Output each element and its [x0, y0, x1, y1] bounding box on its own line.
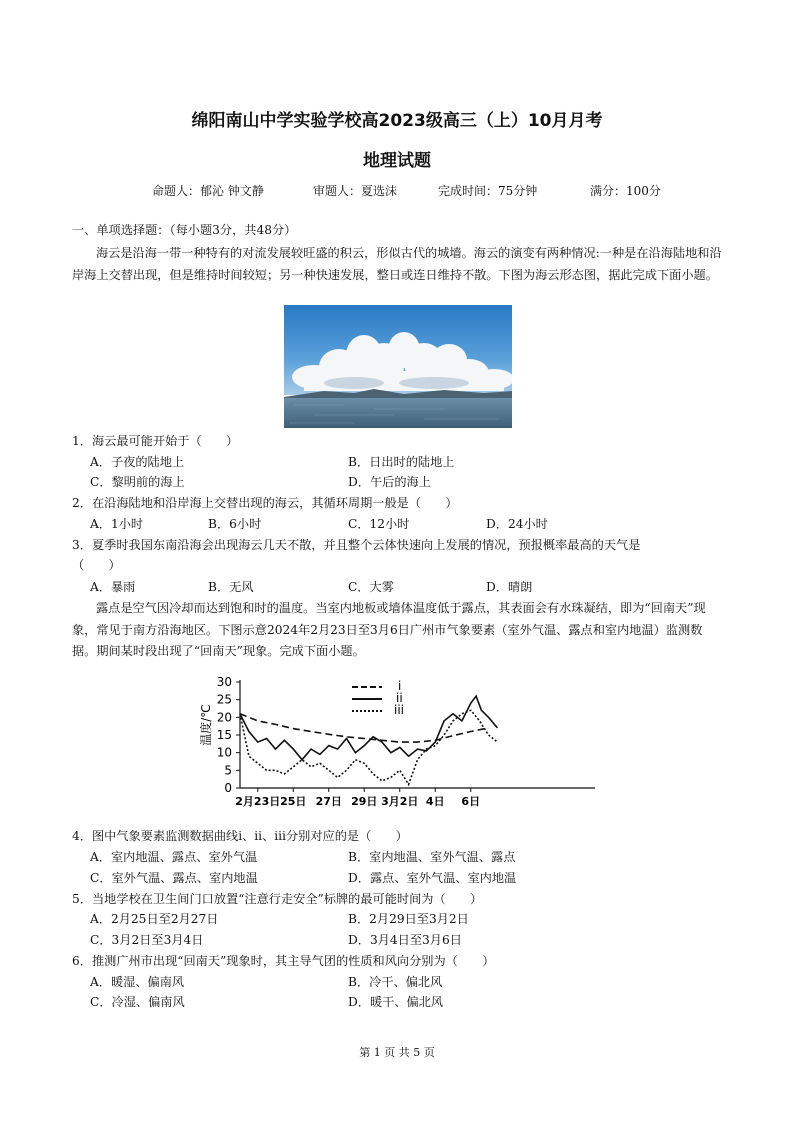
weather-chart [200, 670, 600, 824]
q3-stem: 3．夏季时我国东南沿海会出现海云几天不散，并且整个云体快速向上发展的情况，预报概率最高的天气是 [72, 538, 641, 552]
q2-stem: 2．在沿海陆地和沿岸海上交替出现的海云，其循环周期一般是（ ） [72, 496, 458, 510]
exam-title: 绵阳南山中学实验学校高2023级高三（上）10月月考 [191, 111, 603, 131]
q4-option-a[interactable]: A．室内地温、露点、室外气温 [90, 850, 258, 864]
q4-option-b[interactable]: B．室内地温、室外气温、露点 [348, 850, 516, 864]
legend-label-ii: ii [396, 691, 403, 705]
q1-option-b[interactable]: B．日出时的陆地上 [348, 455, 455, 469]
y-tick-label: 20 [216, 710, 232, 725]
x-tick-label: 27日 [315, 795, 342, 808]
exam-subject: 地理试题 [363, 151, 431, 171]
q6-option-a[interactable]: A．暖湿、偏南风 [90, 975, 185, 989]
x-tick-label: 3月2日 [381, 795, 419, 808]
y-tick-label: 30 [216, 675, 232, 689]
y-tick-label: 15 [216, 728, 232, 742]
series-line-i [240, 714, 489, 742]
q2-option-d[interactable]: D．24小时 [486, 517, 548, 531]
q1-stem: 1．海云最可能开始于（ ） [72, 434, 239, 448]
q3-option-b[interactable]: B．无风 [208, 580, 254, 594]
x-tick-label: 25日 [280, 795, 307, 808]
y-tick-label: 10 [216, 745, 232, 760]
q1-option-c[interactable]: C．黎明前的海上 [90, 475, 185, 489]
series-line-ii [240, 696, 497, 760]
section-heading: 一、单项选择题：（每小题3分，共48分） [72, 223, 297, 237]
q5-option-c[interactable]: C．3月2日至3月4日 [90, 933, 204, 947]
q3-option-c[interactable]: C．大雾 [348, 580, 394, 594]
q3-stem-bracket: （ ） [72, 558, 121, 572]
q5-option-b[interactable]: B．2月29日至3月2日 [348, 912, 469, 926]
y-tick-label: 25 [216, 692, 232, 707]
q5-stem: 5．当地学校在卫生间门口放置“注意行走安全”标牌的最可能时间为（ ） [72, 892, 483, 906]
q3-option-d[interactable]: D．晴朗 [486, 580, 533, 594]
x-tick-label: 29日 [351, 795, 378, 808]
q1-option-d[interactable]: D．午后的海上 [348, 475, 431, 489]
series-line-iii [240, 710, 497, 784]
q6-option-c[interactable]: C．冷湿、偏南风 [90, 995, 185, 1009]
x-tick-label: 4日 [425, 795, 445, 808]
q4-stem: 4．图中气象要素监测数据曲线ⅰ、ⅱ、ⅲ分别对应的是（ ） [72, 829, 408, 843]
exam-reviewer: 审题人：夏选沫 [313, 184, 398, 198]
legend-label-i: i [398, 679, 402, 693]
y-tick-label: 0 [224, 781, 232, 795]
q6-option-d[interactable]: D．暖干、偏北风 [348, 995, 444, 1009]
q2-option-c[interactable]: C．12小时 [348, 517, 410, 531]
y-tick-label: 5 [224, 763, 232, 778]
q5-option-d[interactable]: D．3月4日至3月6日 [348, 933, 462, 947]
sea-cloud-image [284, 305, 512, 428]
q2-option-a[interactable]: A．1小时 [90, 517, 144, 531]
q3-option-a[interactable]: A．暴雨 [90, 580, 136, 594]
x-tick-label: 2月23日 [235, 795, 281, 808]
exam-score: 满分：100分 [590, 184, 661, 198]
chart-ylabel: 温度/℃ [200, 704, 213, 746]
q1-option-a[interactable]: A．子夜的陆地上 [90, 455, 185, 469]
passage-sea-cloud: 海云是沿海一带一种特有的对流发展较旺盛的积云，形似古代的城墙。海云的演变有两种情况:一种是在沿海陆地和沿岸海上交替出现，但是维持时间较短；另一种快速发展，整日或连日维持不散。下图为海云形态图，据此完成下面小题。 [72, 246, 722, 282]
passage-huinantian: 露点是空气因冷却而达到饱和时的温度。当室内地板或墙体温度低于露点，其表面会有水珠凝结，即为“回南天”现象，常见于南方沿海地区。下图示意2024年2月23日至3月6日广州市气象要素（室外气温、露点和室内地温）监测数据。期间某时段出现了“回南天”现象。完成下面小题。 [72, 601, 706, 658]
chart-legend [352, 679, 404, 717]
x-tick-label: 6日 [461, 795, 481, 808]
exam-time: 完成时间：75分钟 [438, 184, 538, 198]
q6-option-b[interactable]: B．冷干、偏北风 [348, 975, 443, 989]
q4-option-d[interactable]: D．露点、室外气温、室内地温 [348, 871, 517, 885]
sea-cloud-photo [284, 305, 512, 428]
page-number: 第 1 页 共 5 页 [359, 1046, 435, 1059]
q5-option-a[interactable]: A．2月25日至2月27日 [90, 912, 219, 926]
exam-authors: 命题人：郁沁 钟文静 [152, 184, 264, 198]
q4-option-c[interactable]: C．室外气温、露点、室内地温 [90, 871, 258, 885]
q2-option-b[interactable]: B．6小时 [208, 517, 262, 531]
weather-chart-svg [200, 670, 600, 820]
q6-stem: 6．推测广州市出现“回南天”现象时，其主导气团的性质和风向分别为（ ） [72, 954, 495, 968]
legend-label-iii: iii [394, 703, 405, 717]
